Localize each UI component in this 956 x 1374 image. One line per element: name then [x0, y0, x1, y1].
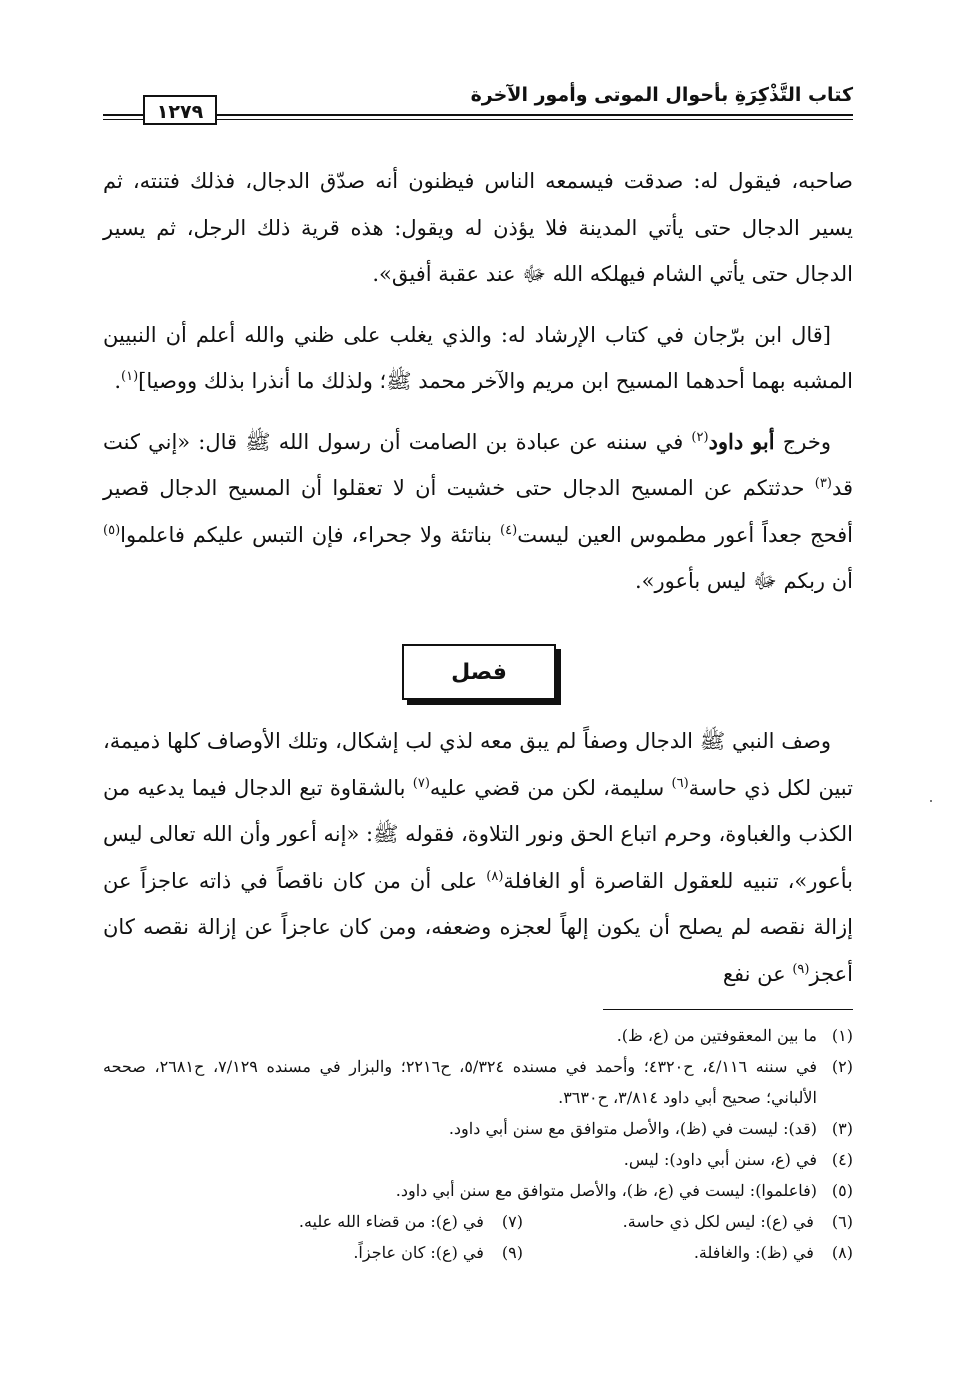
footnote-marker: (٩)	[792, 961, 810, 977]
footnote-marker: (٨)	[486, 868, 504, 884]
text-run: عن نفع	[722, 961, 793, 986]
footnote	[694, 1237, 853, 1268]
text-run: وخرج	[774, 429, 831, 454]
footnote-number: (١)	[831, 1026, 853, 1045]
footnote-text: في (ع، سنن أبي داود): ليس.	[623, 1150, 817, 1169]
footnote-marker: (٤)	[500, 522, 518, 538]
footnote-number: (٩)	[501, 1243, 523, 1262]
footnote	[103, 1020, 853, 1051]
text-run: حدثتكم عن المسيح الدجال حتى خشيت أن لا تعقلوا أن المسيح الدجال قصير أفحج جعداً أعور مطموس العين ليست	[103, 476, 853, 547]
footnote-text: في (ع): ليس لكل ذي حاسة.	[622, 1212, 814, 1231]
footnote-number: (٦)	[831, 1212, 853, 1231]
footnote-text: (فاعلموا): ليست في (ع، ظ)، والأصل متوافق مع سنن أبي داود.	[395, 1181, 817, 1200]
main-text-top	[103, 158, 853, 619]
text-run: .	[114, 369, 122, 393]
book-title: كتاب التَّذْكِرَةِ بأحوال الموتى وأمور الآخرة	[470, 84, 853, 106]
main-text-section	[103, 718, 853, 997]
author-name: أبو داود	[708, 428, 775, 454]
footnote	[353, 1237, 523, 1268]
footnote-number: (٣)	[831, 1119, 853, 1138]
footnote-text: (قد): ليست في (ظ)، والأصل متوافق مع سنن أبي داود.	[448, 1119, 817, 1138]
text-run: بناتئة ولا جحراء، فإن التبس عليكم فاعلموا	[120, 522, 501, 547]
footnote-number: (٧)	[501, 1212, 523, 1231]
text-run: على أن من كان ناقصاً في ذاته عاجزاً عن إزالة نقصه لم يصلح أن يكون إلهاً لعجزه وضعفه، ومن كان عاجزاً عن إزالة نقصه كان أعجز	[103, 868, 853, 986]
footnote-number: (٨)	[831, 1243, 853, 1262]
running-header	[103, 70, 853, 128]
section-heading-wrap	[0, 644, 956, 706]
text-run: سليمة، لكن من قضي عليه	[429, 775, 672, 800]
text-run: [قال ابن برّجان في كتاب الإرشاد له: والذي يغلب على ظني والله أعلم أن النبيين المشبه بهما أحدهما المسيح ابن مريم والآخر محمد ﷺ؛ ولذلك ما أنذرا بذلك ووصيا]	[103, 322, 853, 393]
scan-speck	[930, 800, 932, 802]
footnote-marker: (١)	[121, 369, 139, 384]
footnote-rule	[603, 1009, 853, 1010]
footnote-marker: (٥)	[103, 522, 121, 538]
footnote-marker: (٧)	[412, 775, 430, 791]
footnote-marker: (٢)	[691, 429, 709, 445]
page-number: ١٢٧٩	[143, 95, 217, 125]
footnote	[103, 1144, 853, 1175]
footnote-row	[103, 1206, 853, 1237]
text-run: في سننه عن عبادة بن الصامت أن رسول الله ﷺ قال: «إني كنت قد	[103, 429, 853, 500]
footnote-number: (٢)	[831, 1057, 853, 1076]
footnote-text: ما بين المعقوفتين من (ع، ظ).	[616, 1026, 817, 1045]
paragraph	[103, 312, 853, 405]
footnote-text: في (ع): من قضاء الله عليه.	[298, 1212, 484, 1231]
footnote-text: في (ظ): والغافلة.	[693, 1243, 814, 1262]
paragraph	[103, 158, 853, 298]
footnote	[623, 1206, 853, 1237]
footnote-text: في سننه ٤/١١٦، ح٤٣٢٠؛ وأحمد في مسنده ٥/٣٢٤، ح٢٢١٦؛ والبزار في مسنده ٧/١٢٩، ح٢٦٨١، صححه الألباني؛ صحيح أبي داود ٣/٨١٤، ح٣٦٣٠.	[103, 1057, 818, 1107]
section-heading: فصل	[402, 644, 556, 700]
footnote-row	[103, 1237, 853, 1268]
footnote-number: (٤)	[831, 1150, 853, 1169]
footnote	[299, 1206, 523, 1237]
footnote	[103, 1113, 853, 1144]
paragraph	[103, 718, 853, 997]
text-run: وصف النبي ﷺ الدجال وصفاً لم يبق معه لذي لب إشكال، وتلك الأوصاف كلها ذميمة، تبين لكل ذي حاسة	[103, 729, 853, 800]
footnote-text: في (ع): كان عاجزاً.	[353, 1243, 484, 1262]
footnote	[103, 1175, 853, 1206]
footnote	[103, 1051, 853, 1113]
footnote-number: (٥)	[831, 1181, 853, 1200]
text-run: صاحبه، فيقول له: صدقت فيسمعه الناس فيظنون أنه صدّق الدجال، فذلك فتنته، ثم يسير الدجال حتى يأتي المدينة فلا يؤذن له ويقول: هذه قرية ذلك الرجل، ثم يسير الدجال حتى يأتي الشام فيهلكه الله ﷻ عند عقبة أفيق».	[103, 169, 853, 286]
footnote-marker: (٦)	[671, 775, 689, 791]
text-run: أن ربكم ﷻ ليس بأعور».	[634, 569, 853, 593]
footnotes	[103, 1020, 853, 1268]
text-run: بالشقاوة تبع الدجال فيما يدعيه من الكذب والغباوة، وحرم اتباع الحق ونور التلاوة، فقوله ﷺ: «إنه أعور وأن الله تعالى ليس بأعور»، تنبيه للعقول القاصرة أو الغافلة	[103, 775, 853, 893]
paragraph	[103, 419, 853, 605]
footnote-marker: (٣)	[814, 476, 832, 491]
